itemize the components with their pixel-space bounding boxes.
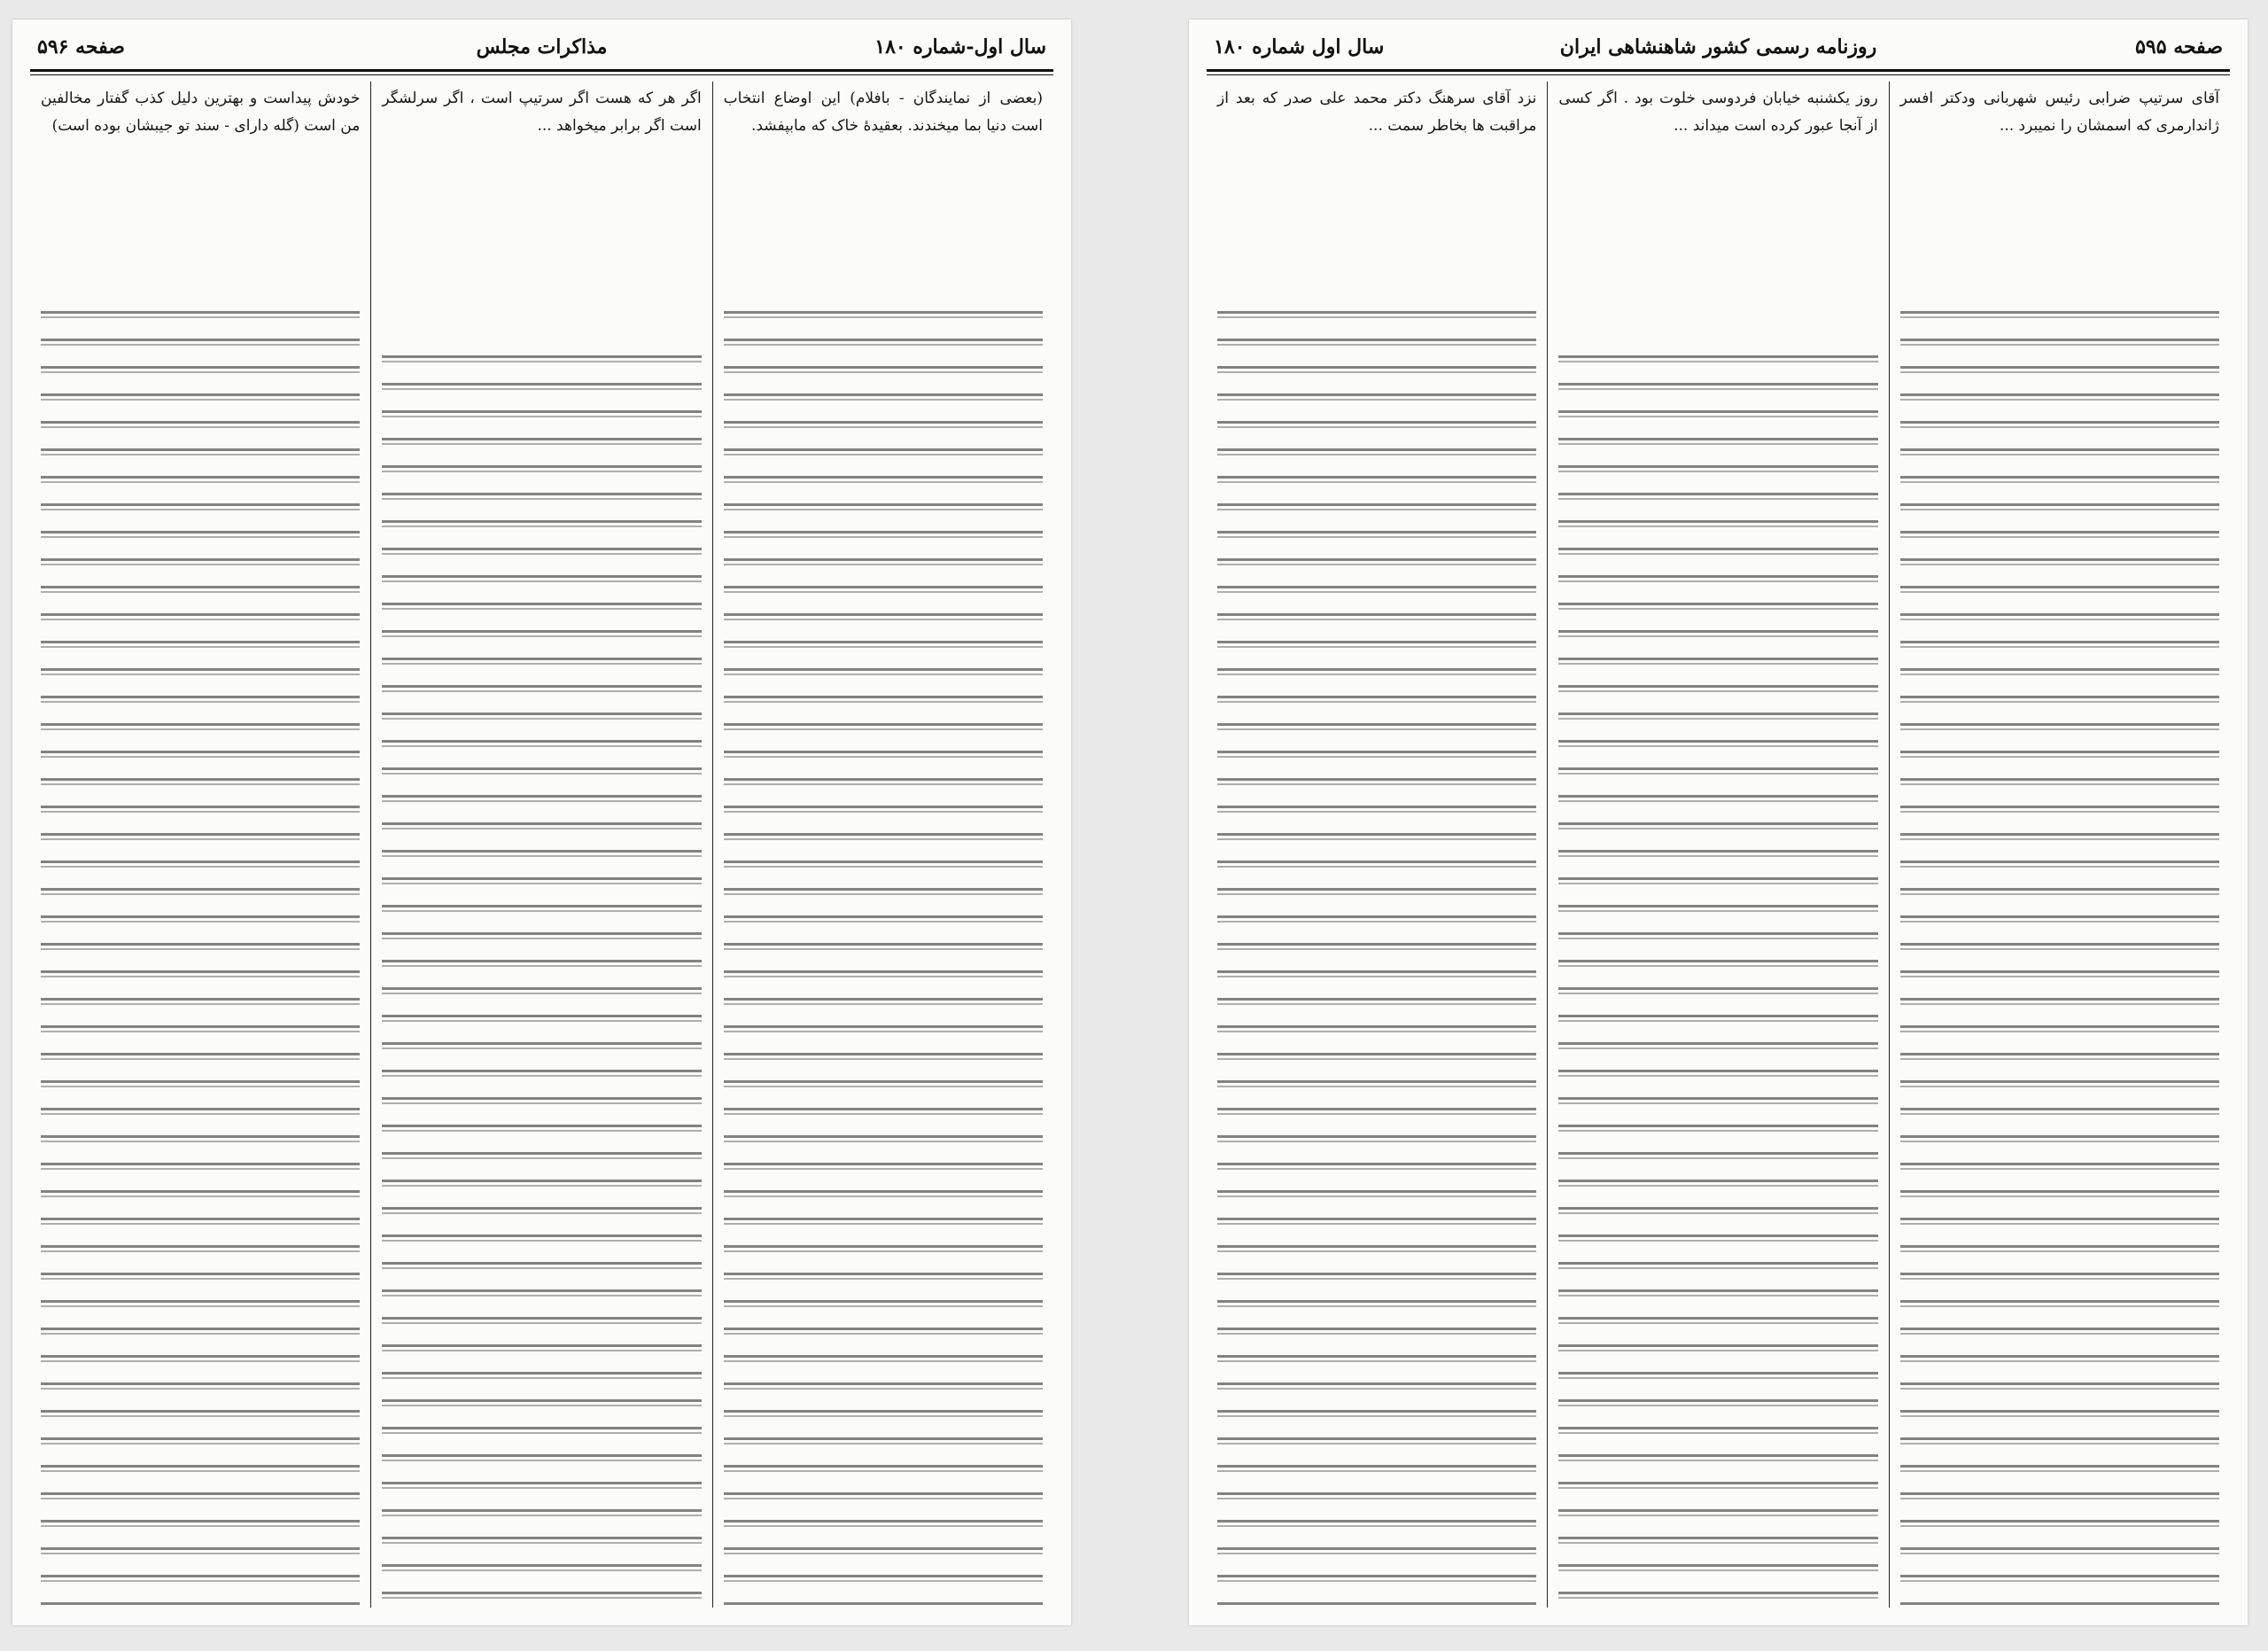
column-paragraph: روز یکشنبه خیابان فردوسی خلوت بود . اگر کسی از آنجا عبور کرده است میداند ... [1558, 90, 1878, 135]
text-column [1547, 82, 1888, 1608]
right-page-columns [1207, 82, 2230, 1608]
column-paragraph: اگر هر که هست اگر سرتیپ است ، اگر سرلشگر است اگر برابر میخواهد ... [382, 90, 702, 135]
column-body-text [1900, 303, 2219, 1608]
right-newspaper-page [1189, 19, 2248, 1625]
text-column [370, 82, 711, 1608]
column-body-text [1217, 303, 1536, 1608]
column-paragraph: خودش پیداست و بهترین دلیل کذب گفتار مخالفین من است (گله دارای - سند تو جیبشان بوده است) [41, 90, 361, 135]
left-page-header [30, 30, 1053, 66]
column-body-text [382, 347, 701, 1608]
header-rule [1207, 69, 2230, 72]
right-page-number: صفحه ۵۹۵ [2135, 35, 2223, 58]
column-paragraph: نزد آقای سرهنگ دکتر محمد علی صدر که بعد از مراقبت ها بخاطر سمت ... [1217, 90, 1537, 135]
right-page-title: روزنامه رسمی کشور شاهنشاهی ایران [1559, 35, 1877, 58]
text-column [1889, 82, 2230, 1608]
right-page-header [1207, 30, 2230, 66]
column-body-text [1558, 347, 1877, 1608]
page-gutter [1071, 0, 1189, 1651]
column-body-text [41, 303, 360, 1608]
text-column [712, 82, 1053, 1608]
header-rule-thin [1207, 74, 2230, 75]
column-paragraph: آقای سرتیپ ضرابی رئیس شهربانی ودکتر افسر ژاندارمری که اسمشان را نمیبرد ... [1899, 90, 2219, 135]
header-rule-thin [30, 74, 1053, 75]
left-page-section: مذاکرات مجلس [476, 35, 608, 58]
column-body-text [724, 303, 1043, 1608]
left-newspaper-page [12, 19, 1071, 1625]
column-paragraph: (بعضی از نمایندگان - بافلام) این اوضاع انتخاب است دنیا بما میخندند. بعقیدهٔ خاک که مابپفشد. [723, 90, 1043, 135]
right-page-issue: سال اول شماره ۱۸۰ [1214, 35, 1385, 58]
left-page-issue: سال اول-شماره ۱۸۰ [874, 35, 1046, 58]
text-column [1207, 82, 1547, 1608]
text-column [30, 82, 370, 1608]
left-page-number: صفحه ۵۹۶ [37, 35, 125, 58]
header-rule [30, 69, 1053, 72]
left-page-columns [30, 82, 1053, 1608]
